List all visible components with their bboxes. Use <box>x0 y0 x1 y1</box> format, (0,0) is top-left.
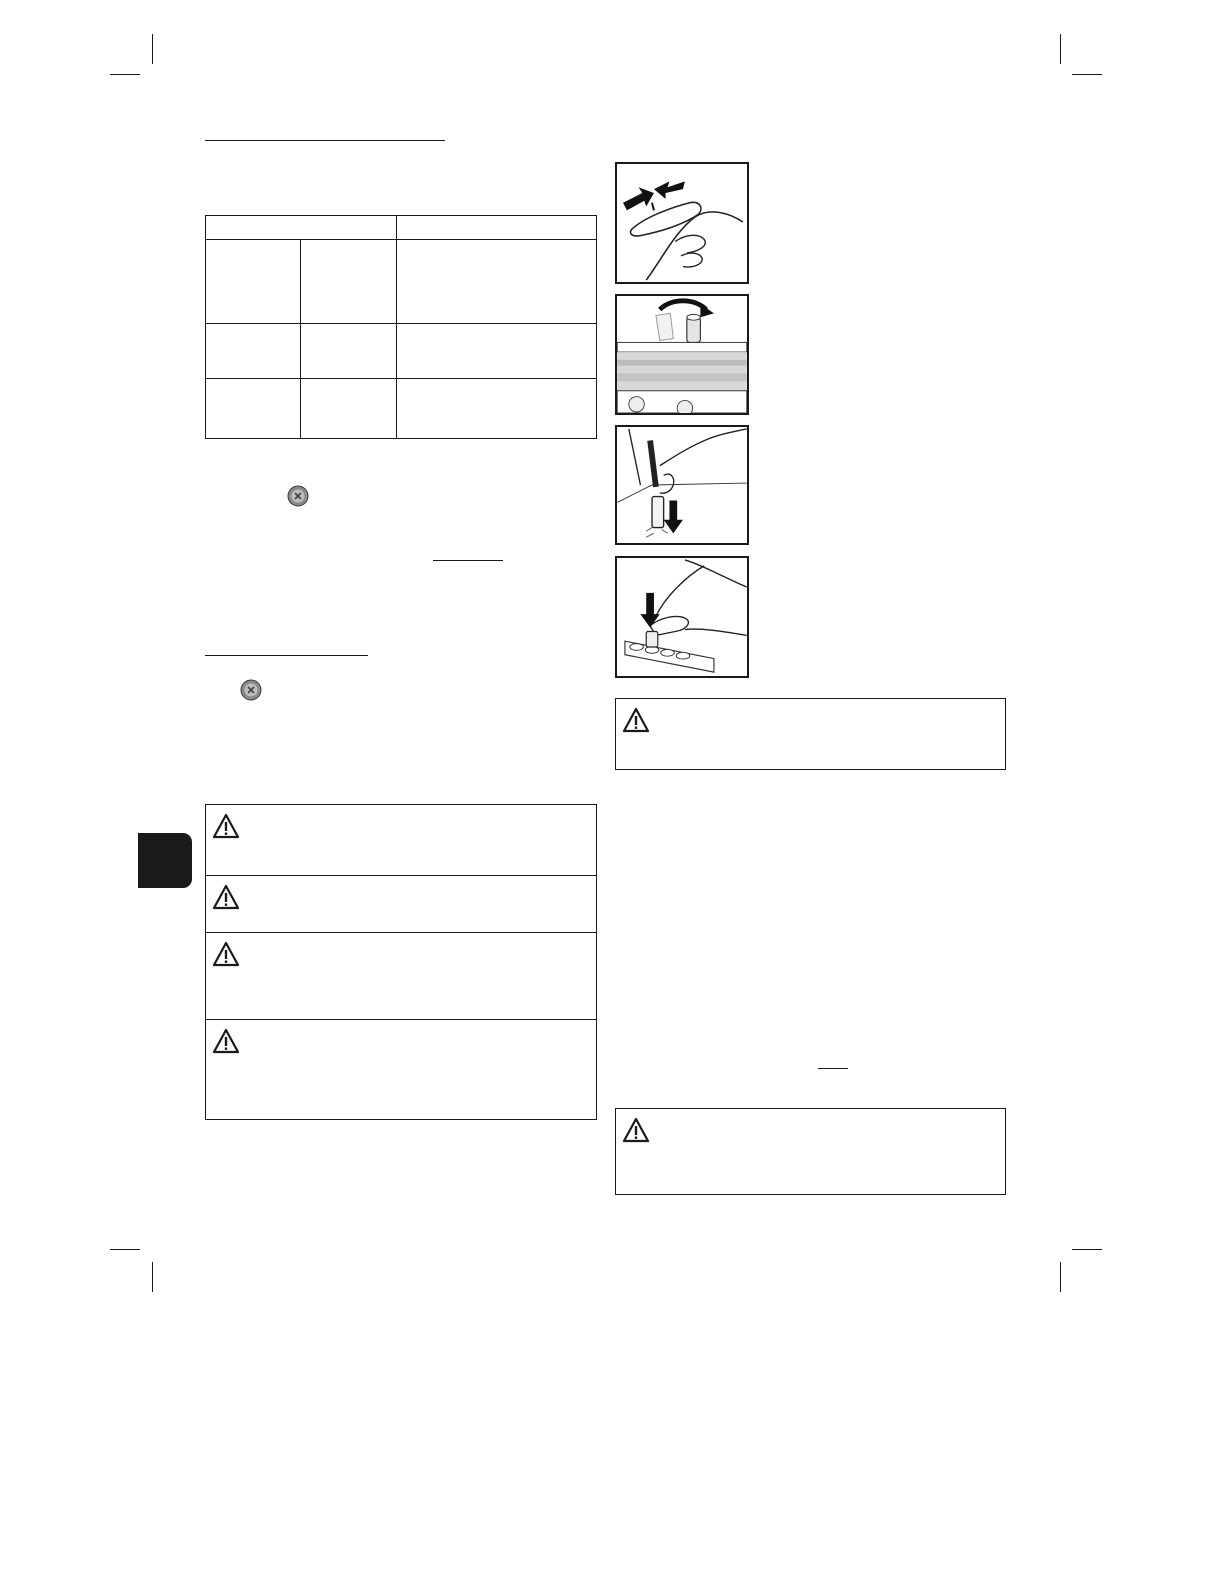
section-heading-rule <box>205 140 445 141</box>
power-button-icon <box>287 485 309 507</box>
crop-mark-bottom-left-h <box>110 1249 140 1250</box>
warning-triangle-icon <box>622 707 650 733</box>
warning-box <box>205 1019 597 1120</box>
crop-mark-bottom-left-v <box>152 1262 153 1292</box>
warning-triangle-icon <box>212 884 240 910</box>
crop-mark-bottom-right-h <box>1072 1249 1102 1250</box>
warning-triangle-icon <box>212 941 240 967</box>
crop-mark-bottom-right-v <box>1060 1262 1061 1292</box>
warning-triangle-icon <box>212 813 240 839</box>
fingertip-pinch-illustration <box>615 162 749 284</box>
warning-box <box>615 1108 1006 1195</box>
warning-triangle-icon <box>212 1028 240 1054</box>
pen-press-illustration <box>615 425 749 545</box>
warning-box <box>615 698 1006 770</box>
table-header-divider <box>205 239 597 240</box>
inline-underline <box>818 1068 848 1069</box>
subsection-heading-rule <box>205 655 368 656</box>
warning-box <box>205 804 597 876</box>
warning-box <box>205 932 597 1020</box>
inline-underline <box>433 560 503 561</box>
crop-mark-top-right-h <box>1072 74 1102 75</box>
power-button-icon <box>240 679 262 701</box>
table-column-divider <box>300 239 301 439</box>
warning-triangle-icon <box>622 1117 650 1143</box>
table-column-divider <box>396 215 397 439</box>
crop-mark-top-right-v <box>1060 34 1061 64</box>
warning-box <box>205 875 597 933</box>
chapter-side-tab <box>138 833 192 888</box>
cap-twist-illustration <box>615 294 749 415</box>
crop-mark-top-left-v <box>152 34 153 64</box>
table-row-divider <box>205 378 597 379</box>
finger-press-illustration <box>615 556 749 678</box>
table-frame <box>205 215 597 439</box>
table-row-divider <box>205 323 597 324</box>
crop-mark-top-left-h <box>110 74 140 75</box>
